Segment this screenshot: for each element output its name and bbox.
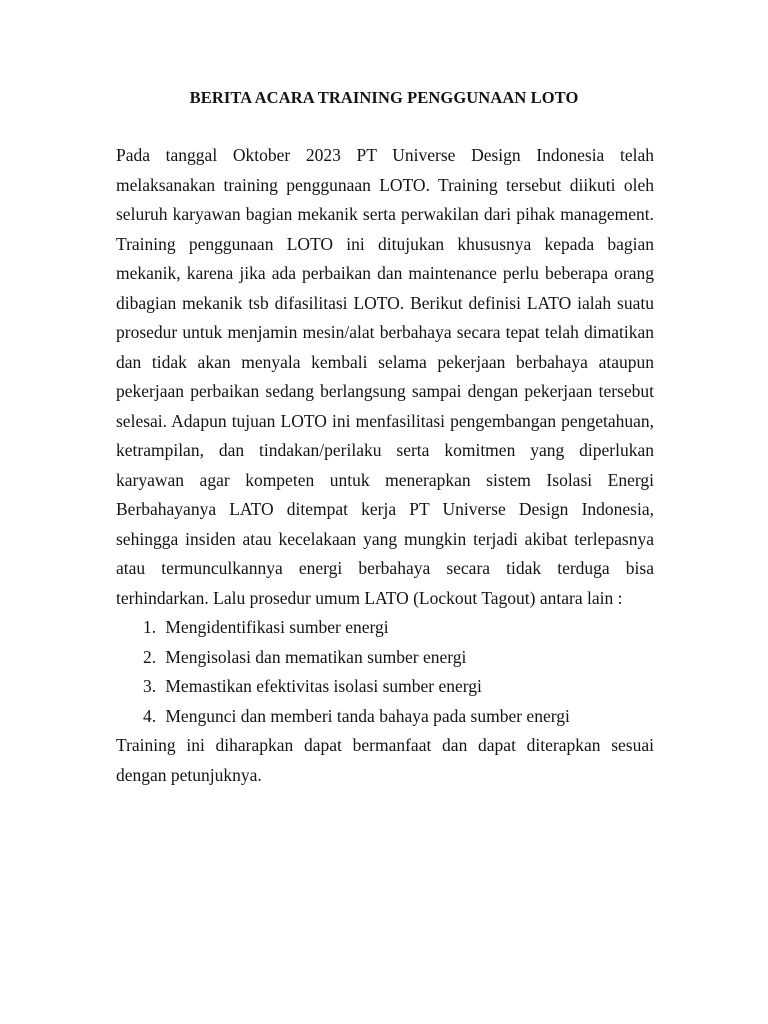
step-number: 2.	[143, 646, 157, 667]
step-number: 1.	[143, 617, 157, 637]
step-text: Memastikan efektivitas isolasi sumber energi	[165, 676, 482, 696]
step-text: Mengidentifikasi sumber energi	[165, 617, 389, 637]
procedure-step	[116, 643, 654, 673]
step-number: 3.	[143, 676, 157, 696]
procedure-step	[116, 672, 654, 702]
step-number: 4.	[143, 705, 157, 726]
procedure-step	[116, 702, 654, 732]
closing-paragraph: Training ini diharapkan dapat bermanfaat dan dapat diterapkan sesuai dengan petunjuknya.	[116, 735, 654, 785]
procedure-step	[116, 613, 654, 643]
procedure-list	[116, 613, 654, 731]
step-text: Mengunci dan memberi tanda bahaya pada sumber energi	[165, 705, 570, 726]
intro-paragraph: Pada tanggal Oktober 2023 PT Universe Design Indonesia telah melaksanakan training penggunaan LOTO. Training tersebut diikuti oleh seluruh karyawan bagian mekanik serta perwakilan dari pihak management. Training penggunaan LOTO ini ditujukan khususnya kepada bagian mekanik, karena jika ada perbaikan dan maintenance perlu beberapa orang dibagian mekanik tsb difasilitasi LOTO. Berikut definisi LATO ialah suatu prosedur untuk menjamin mesin/alat berbahaya secara tepat telah dimatikan dan tidak akan menyala kembali selama pekerjaan berbahaya ataupun pekerjaan perbaikan sedang berlangsung sampai dengan pekerjaan tersebut selesai. Adapun tujuan LOTO ini menfasilitasi pengembangan pengetahuan, ketrampilan, dan tindakan/perilaku serta komitmen yang diperlukan karyawan agar kompeten untuk menerapkan sistem Isolasi Energi Berbahayanya LATO ditempat kerja PT Universe Design Indonesia, sehingga insiden atau kecelakaan yang mungkin terjadi akibat terlepasnya atau termunculkannya energi berbahaya secara tidak terduga bisa terhindarkan. Lalu prosedur umum LATO (Lockout Tagout) antara lain :	[116, 145, 654, 608]
document-title: BERITA ACARA TRAINING PENGGUNAAN LOTO	[189, 88, 579, 107]
step-text: Mengisolasi dan mematikan sumber energi	[165, 646, 467, 667]
document-body	[116, 141, 654, 790]
